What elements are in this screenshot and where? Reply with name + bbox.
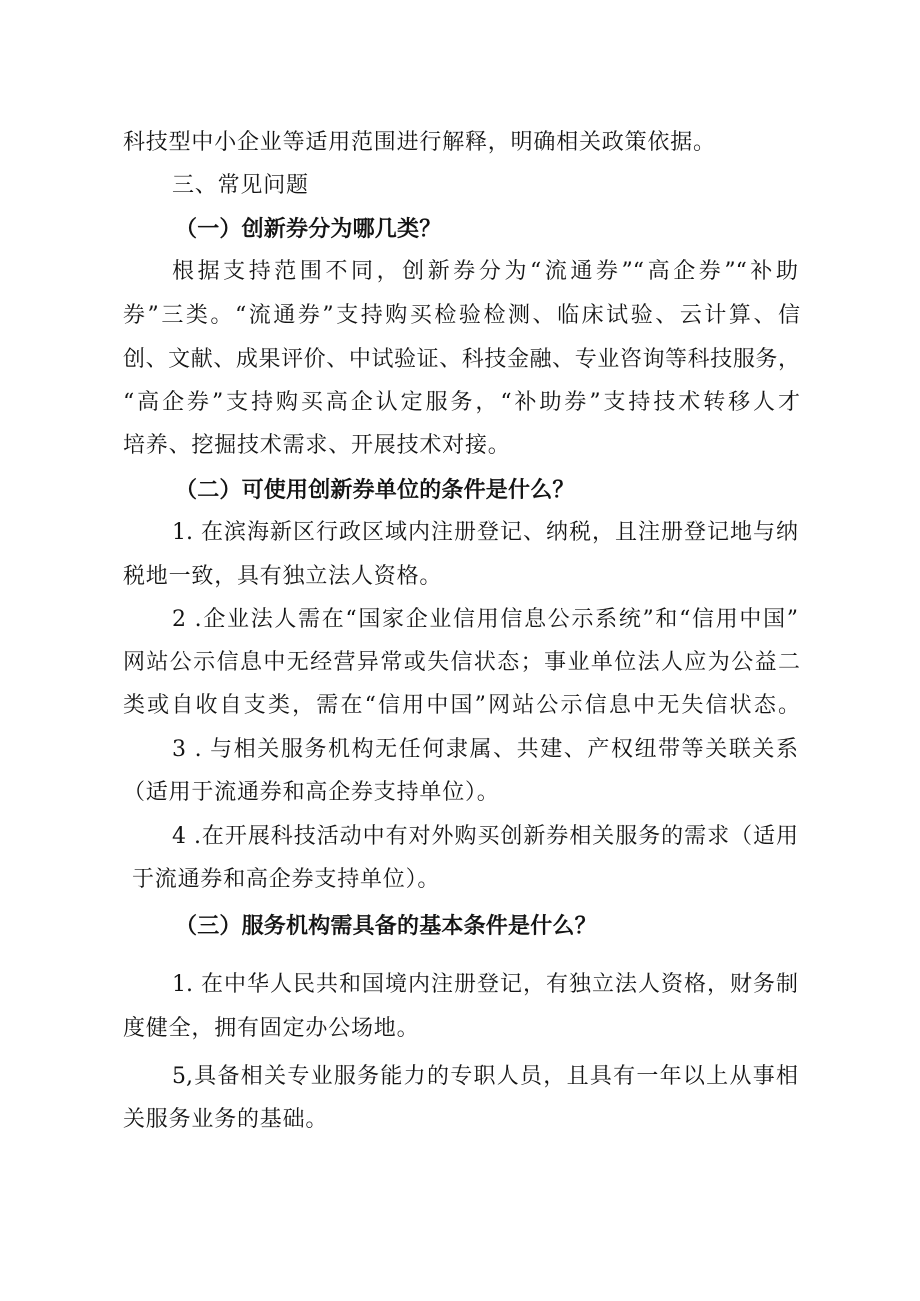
paragraph-line: 1. 在中华人民共和国境内注册登记，有独立法人资格，财务制 [172, 972, 798, 997]
paragraph-line: 创、文献、成果评价、中试验证、科技金融、专业咨询等科技服务， [123, 347, 800, 372]
section-heading: 三、常见问题 [172, 173, 309, 198]
paragraph-line: 网站公示信息中无经营异常或失信状态；事业单位法人应为公益二 [123, 650, 800, 675]
paragraph-line: 5,具备相关专业服务能力的专职人员，且具有一年以上从事相 [172, 1064, 798, 1089]
question-heading: （一）创新券分为哪几类？ [175, 216, 442, 242]
paragraph-line: 3 . 与相关服务机构无任何隶属、共建、产权纽带等关联关系 [172, 737, 798, 762]
paragraph-line: （适用于流通券和高企券支持单位）。 [123, 780, 500, 805]
paragraph-line: 度健全，拥有固定办公场地。 [123, 1016, 420, 1041]
question-heading: （二）可使用创新券单位的条件是什么？ [175, 477, 575, 503]
paragraph-line: 券”三类。“流通券”支持购买检验检测、临床试验、云计算、信 [123, 303, 800, 328]
paragraph-line: 类或自收自支类，需在“信用中国”网站公示信息中无失信状态。 [123, 693, 800, 718]
paragraph-line: 根据支持范围不同，创新券分为“流通券”“高企券”“补助 [172, 259, 798, 284]
paragraph-line: 培养、挖掘技术需求、开展技术对接。 [123, 433, 511, 458]
paragraph-line: 于流通券和高企券支持单位）。 [132, 867, 441, 892]
paragraph-line: 关服务业务的基础。 [123, 1107, 329, 1132]
paragraph-line: 1. 在滨海新区行政区域内注册登记、纳税，且注册登记地与纳 [172, 520, 798, 545]
question-heading: （三）服务机构需具备的基本条件是什么？ [175, 913, 597, 939]
paragraph-line: 科技型中小企业等适用范围进行解释，明确相关政策依据。 [123, 130, 716, 155]
paragraph-line: “高企券”支持购买高企认定服务，“补助券”支持技术转移人才 [123, 390, 800, 415]
paragraph-line: 4 .在开展科技活动中有对外购买创新券相关服务的需求（适用 [172, 824, 798, 849]
paragraph-line: 2 .企业法人需在“国家企业信用信息公示系统”和“信用中国” [172, 607, 798, 632]
paragraph-line: 税地一致，具有独立法人资格。 [123, 564, 443, 589]
